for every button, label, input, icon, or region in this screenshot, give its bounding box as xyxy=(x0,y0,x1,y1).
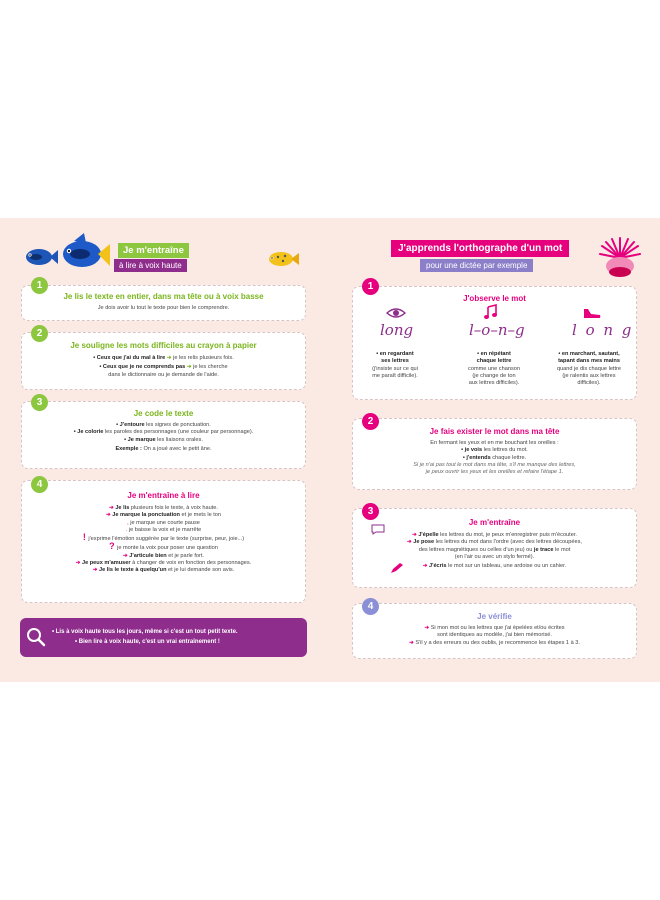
left-step-1-title: Je lis le texte en entier, dans ma tête ou à voix basse xyxy=(63,292,264,301)
tip-line-2: • Bien lire à voix haute, c'est un vrai entraînement ! xyxy=(75,639,220,645)
observe-look-4: me paraît difficile). xyxy=(372,372,418,379)
right-step-3-line-2: ➔ Je pose les lettres du mot dans l'ordre (avec des lettres découpées, xyxy=(407,539,582,546)
magnifier-icon xyxy=(26,627,46,647)
right-step-4-title: Je vérifie xyxy=(477,612,512,621)
left-step-4-card xyxy=(21,480,306,603)
right-title-main: J'apprends l'orthographe d'un mot xyxy=(391,240,569,257)
observe-col-repeat xyxy=(456,351,532,387)
left-step-4-line-7: ➔ J'articule bien et je parle fort. xyxy=(123,552,204,559)
right-step-3-line-5: ➔ J'écris le mot sur un tableau, une ardoise ou un cahier. xyxy=(422,563,567,570)
left-step-3-card xyxy=(21,401,306,469)
observe-look-3: (j'insiste sur ce qui xyxy=(372,365,418,372)
pencil-icon xyxy=(390,562,404,574)
blue-fish-small-illustration xyxy=(22,245,58,269)
right-step-4-number: 4 xyxy=(362,598,379,615)
right-step-4-card xyxy=(352,603,637,659)
left-step-4-line-9: ➔ Je lis le texte à quelqu'un et je lui demande son avis. xyxy=(92,567,235,574)
observe-look-1: • en regardant xyxy=(376,351,414,357)
left-step-2-number: 2 xyxy=(31,325,48,342)
left-step-3-line-2: • Je colorie les paroles des personnages (une couleur par personnage). xyxy=(73,429,254,436)
reading-tip-box xyxy=(20,618,307,657)
eye-icon xyxy=(386,306,406,320)
right-step-4-line-3: ➔ S'il y a des erreurs ou des oublis, je recommence les étapes 1 à 3. xyxy=(409,639,580,646)
left-step-3-title: Je code le texte xyxy=(133,409,194,418)
right-step-3-line-4: (en l'air ou avec un stylo fermé). xyxy=(454,553,535,560)
left-step-3-line-3: • Je marque les liaisons orales. xyxy=(124,436,203,443)
sea-anemone-illustration xyxy=(598,236,642,278)
left-step-4-title: Je m'entraîne à lire xyxy=(127,491,200,500)
word-long-cursive: long xyxy=(380,321,414,339)
tip-line-1: • Lis à voix haute tous les jours, même si c'est un tout petit texte. xyxy=(52,629,238,635)
observe-col-move xyxy=(545,351,633,387)
left-step-2-line-2: • Ceux que je ne comprends pas ➔ je les cherche xyxy=(99,364,228,371)
right-step-2-card xyxy=(352,418,637,490)
left-step-2-line-1: • Ceux que j'ai du mal à lire ➔ je les relis plusieurs fois. xyxy=(93,355,234,361)
right-title-sub: pour une dictée par exemple xyxy=(420,259,533,272)
left-step-3-line-1: • J'entoure les signes de ponctuation. xyxy=(116,422,211,428)
left-title-sub: à lire à voix haute xyxy=(114,259,187,272)
observe-move-5: difficiles). xyxy=(577,380,601,387)
observe-move-4: (je ralentis aux lettres xyxy=(562,372,616,379)
left-step-2-title: Je souligne les mots difficiles au crayon à papier xyxy=(70,341,257,350)
right-step-2-line-1: En fermant les yeux et en me bouchant les oreilles : xyxy=(430,440,559,446)
left-step-2-line-3: dans le dictionnaire ou je demande de l'aide. xyxy=(108,371,219,378)
right-step-2-line-3: • j'entends chaque lettre. xyxy=(462,454,527,461)
left-title-main: Je m'entraîne xyxy=(118,243,189,258)
right-step-2-title: Je fais exister le mot dans ma tête xyxy=(429,427,560,436)
word-long-spelled: l–o–n–g xyxy=(469,321,525,339)
right-step-3-title: Je m'entraîne xyxy=(468,518,521,527)
right-step-2-line-2: • je vois les lettres du mot. xyxy=(461,447,528,454)
right-step-1-title: J'observe le mot xyxy=(463,294,526,303)
observe-repeat-4: (je change de ton xyxy=(472,372,516,379)
right-step-4-line-1: ➔ Si mon mot ou les lettres que j'ai épelées et/ou écrites xyxy=(424,625,565,631)
observe-repeat-5: aux lettres difficiles). xyxy=(468,380,520,387)
right-step-3-line-3: des lettres magnétiques ou celles d'un jeu) ou je trace le mot xyxy=(418,546,571,553)
left-step-4-line-4: . je baisse la voix et je marrête xyxy=(125,526,202,533)
right-step-1-number: 1 xyxy=(362,278,379,295)
observe-repeat-1: • en répétant xyxy=(477,351,511,357)
observe-move-3: quand je dis chaque lettre xyxy=(556,365,622,372)
left-step-4-line-1: ➔ Je lis plusieurs fois le texte, à voix haute. xyxy=(109,505,218,511)
observe-repeat-3: comme une chanson xyxy=(468,365,520,372)
left-step-4-line-3: , je marque une courte pause xyxy=(127,519,200,526)
speech-bubble-icon xyxy=(371,524,385,535)
observe-move-2: tapant dans mes mains xyxy=(558,358,620,365)
observe-look-2: ses lettres xyxy=(381,358,409,365)
blue-fish-large-illustration xyxy=(56,232,110,272)
observe-move-1: • en marchant, sautant, xyxy=(558,351,620,357)
left-step-1-number: 1 xyxy=(31,277,48,294)
observe-col-look xyxy=(360,351,430,380)
sneaker-icon xyxy=(582,306,602,320)
left-step-4-number: 4 xyxy=(31,476,48,493)
left-step-4-line-5: ! j'exprime l'émotion suggérée par le texte (surprise, peur, joie...) xyxy=(82,532,245,543)
right-step-3-line-1: ➔ J'épelle les lettres du mot, je peux m'enregistrer puis m'écouter. xyxy=(412,532,577,538)
left-step-1-card xyxy=(21,285,306,321)
right-step-3-card xyxy=(352,508,637,588)
music-note-icon xyxy=(483,304,499,320)
left-step-4-line-2: ➔ Je marque la ponctuation et je mets le ton xyxy=(105,512,222,519)
observe-repeat-2: chaque lettre xyxy=(476,358,512,365)
word-long-spaced: l o n g xyxy=(572,321,634,339)
right-step-2-line-4: Si je n'ai pas tout le mot dans ma tête, s'il me manque des lettres, xyxy=(413,461,576,468)
left-step-1-text: Je dois avoir lu tout le texte pour bien le comprendre. xyxy=(97,305,230,311)
right-step-3-number: 3 xyxy=(362,503,379,520)
right-step-2-line-5: je peux ouvrir les yeux et les oreilles et refaire l'étape 1. xyxy=(425,469,564,476)
left-step-2-card xyxy=(21,332,306,390)
left-step-4-line-6: ? je monte la voix pour poser une question xyxy=(109,541,218,552)
left-step-3-number: 3 xyxy=(31,394,48,411)
right-step-4-line-2: sont identiques au modèle, j'ai bien mémorisé. xyxy=(437,632,552,639)
right-step-2-number: 2 xyxy=(362,413,379,430)
left-step-4-line-8: ➔ Je peux m'amuser à changer de voix en fonction des personnages. xyxy=(75,560,252,567)
left-step-3-example: Exemple : On a joué avec le petit âne. xyxy=(115,445,212,452)
yellow-fish-illustration xyxy=(264,249,300,269)
